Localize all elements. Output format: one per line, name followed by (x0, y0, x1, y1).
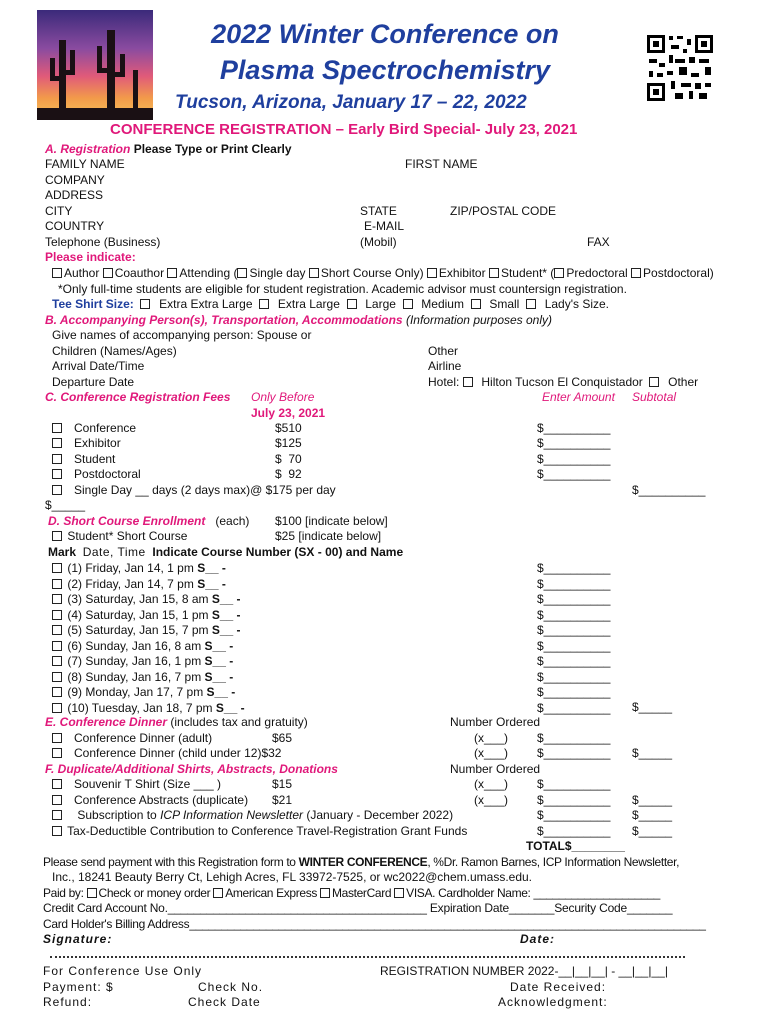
tee-medium-checkbox[interactable] (403, 299, 413, 309)
single-day-label: Single day (249, 266, 306, 280)
dinner-adult-price: $65 (272, 731, 293, 745)
donation-label: Tax-Deductible Contribution to Conference Travel-Registration Grant Funds (67, 824, 468, 838)
subscription-amount[interactable]: $__________ (537, 808, 611, 822)
subtitle: Tucson, Arizona, January 17 – 22, 2022 (175, 92, 527, 113)
single-day-checkbox[interactable] (237, 268, 247, 278)
cardholder-name-field[interactable]: Cardholder Name: ____________________ (438, 886, 660, 900)
course-row (52, 608, 241, 622)
section-a-instruction: Please Type or Print Clearly (133, 142, 292, 156)
course-amount[interactable]: $__________ (537, 607, 611, 622)
author-checkbox[interactable] (52, 268, 62, 278)
role-options (52, 266, 714, 280)
paid-by-row (43, 886, 660, 900)
student-short-course-price: $25 [indicate below] (275, 529, 382, 543)
number-ordered-f: Number Ordered (450, 762, 541, 776)
tee-xl-checkbox[interactable] (259, 299, 269, 309)
subscription-pre: Subscription to (77, 808, 157, 822)
accompanying-names[interactable]: Give names of accompanying person: Spouse or (52, 328, 312, 342)
student-short-course (52, 529, 187, 543)
first-name-field[interactable]: FIRST NAME (405, 157, 478, 171)
other-field[interactable]: Other (428, 344, 459, 358)
city-field[interactable]: CITY (45, 204, 73, 218)
airline-field[interactable]: Airline (428, 359, 462, 373)
tee-small-label: Small (489, 297, 520, 311)
fee-postdoctoral (52, 467, 141, 481)
dinner-adult-qty[interactable]: (x___) (474, 731, 509, 745)
attending-label: Attending ( (179, 266, 238, 280)
hotel-label: Hotel: (428, 375, 460, 389)
visa-label: VISA. (406, 886, 436, 900)
short-course-price: $100 [indicate below] (275, 514, 388, 528)
tee-lady-checkbox[interactable] (526, 299, 536, 309)
course-checkbox[interactable] (52, 610, 62, 620)
coauthor-label: Coauthor (114, 266, 165, 280)
date-label: Date: (520, 932, 556, 946)
total-field[interactable]: TOTAL$________ (526, 839, 625, 853)
course-number-field[interactable]: S__ - (211, 607, 241, 622)
fee-postdoctoral-label: Postdoctoral (74, 467, 141, 481)
fee-student-checkbox[interactable] (52, 454, 62, 464)
course-label: (10) Tuesday, Jan 18, 7 pm (67, 700, 213, 715)
course-checkbox[interactable] (52, 687, 62, 697)
course-label: (1) Friday, Jan 14, 1 pm (67, 561, 194, 575)
course-amount[interactable]: $__________ (537, 576, 611, 591)
course-columns-header (48, 545, 403, 559)
send-post: , %Dr. Ramon Barnes, ICP Information Newsletter, (427, 855, 680, 869)
telephone-field[interactable]: Telephone (Business) (45, 235, 161, 249)
fee-conference-price: $510 (275, 421, 302, 435)
hotel-other-checkbox[interactable] (649, 377, 659, 387)
section-e-note: (includes tax and gratuity) (170, 715, 308, 729)
office-payment: Payment: $ (43, 980, 114, 994)
course-row (52, 592, 241, 606)
course-amount[interactable]: $__________ (537, 700, 611, 715)
section-e-heading (45, 715, 308, 729)
section-b-title: B. Accompanying Person(s), Transportation, Accommodations (45, 313, 403, 327)
course-row (52, 623, 241, 637)
office-use-only: For Conference Use Only (43, 964, 203, 978)
course-row (52, 685, 235, 699)
dinner-adult-amount[interactable]: $__________ (537, 731, 611, 745)
souvenir-shirt (52, 777, 221, 791)
tee-xl-label: Extra Large (277, 297, 340, 311)
section-d-title: D. Short Course Enrollment (48, 514, 206, 528)
course-checkbox[interactable] (52, 563, 62, 573)
section-c-subtotal[interactable]: $__________ (632, 483, 706, 497)
course-number-field[interactable]: S__ - (206, 685, 236, 699)
country-field[interactable]: COUNTRY (45, 219, 105, 233)
mail-address: Inc., 18241 Beauty Berry Ct, Lehigh Acres, FL 33972-7525, or wc2022@chem.umass.edu. (52, 870, 533, 884)
course-label: (2) Friday, Jan 14, 7 pm (67, 576, 194, 591)
subtotal-header: Subtotal (632, 390, 677, 404)
course-amount[interactable]: $__________ (537, 623, 611, 637)
souvenir-shirt-amount[interactable]: $__________ (537, 777, 611, 791)
subscription-checkbox[interactable] (52, 810, 62, 820)
fee-conference-label: Conference (74, 421, 137, 435)
visa-checkbox[interactable] (394, 888, 404, 898)
check-label: Check or money order (98, 886, 211, 900)
dinner-child-label: Conference Dinner (child under 12) (74, 746, 262, 760)
fee-postdoctoral-price: $ 92 (275, 467, 302, 481)
attending-checkbox[interactable] (167, 268, 177, 278)
signature-dotted-line (50, 956, 685, 958)
number-ordered-e: Number Ordered (450, 715, 541, 729)
dinner-child-amount[interactable]: $__________ (537, 746, 611, 760)
course-number-field[interactable]: S__ - (204, 669, 234, 684)
registration-number[interactable]: REGISTRATION NUMBER 2022-__|__|__| - __|__|__| (380, 964, 668, 978)
section-d-each: (each) (215, 514, 250, 528)
send-pre: Please send payment with this Registration form to (43, 855, 296, 869)
only-before: Only Before (251, 390, 315, 404)
amex-label: American Express (225, 886, 318, 900)
check-checkbox[interactable] (87, 888, 97, 898)
donation (52, 824, 467, 838)
dinner-child-price: $32 (261, 746, 282, 760)
paid-by-label: Paid by: (43, 886, 84, 900)
indicate-course-label: Indicate Course Number (SX - 00) and Name (152, 545, 404, 559)
fee-exhibitor-checkbox[interactable] (52, 438, 62, 448)
postdoctoral-checkbox[interactable] (631, 268, 641, 278)
tee-xxl-label: Extra Extra Large (159, 297, 253, 311)
tee-large-checkbox[interactable] (347, 299, 357, 309)
hilton-checkbox[interactable] (463, 377, 473, 387)
course-label: (8) Sunday, Jan 16, 7 pm (67, 669, 202, 684)
signature-label: Signature: (43, 932, 113, 946)
dinner-adult-checkbox[interactable] (52, 733, 62, 743)
qr-code (645, 33, 715, 103)
course-amount[interactable]: $__________ (537, 654, 611, 668)
deadline-date: July 23, 2021 (251, 406, 326, 420)
student-short-course-label: Student* Short Course (67, 529, 188, 543)
tee-shirt-label: Tee Shirt Size: (52, 297, 134, 311)
amex-checkbox[interactable] (213, 888, 223, 898)
fee-student-price: $ 70 (275, 452, 302, 466)
hilton-label: Hilton Tucson El Conquistador (481, 375, 643, 389)
fee-single-day-checkbox[interactable] (52, 485, 62, 495)
exhibitor-label: Exhibitor (438, 266, 486, 280)
tee-medium-label: Medium (421, 297, 464, 311)
course-number-field[interactable]: S__ - (211, 623, 241, 637)
course-amount[interactable]: $__________ (537, 592, 611, 606)
date-time-label: Date, Time (82, 545, 146, 559)
enter-amount-header: Enter Amount (542, 390, 615, 404)
course-label: (7) Sunday, Jan 16, 1 pm (67, 654, 202, 668)
tee-lady-label: Lady's Size. (544, 297, 610, 311)
departure-field[interactable]: Departure Date (52, 375, 135, 389)
course-number-field[interactable]: S__ - (204, 638, 234, 653)
student-label: Student* ( (500, 266, 555, 280)
abstracts-price: $21 (272, 793, 293, 807)
course-label: (6) Sunday, Jan 16, 8 am (67, 638, 202, 653)
predoctoral-checkbox[interactable] (554, 268, 564, 278)
hotel-other-label: Other (668, 375, 699, 389)
fee-single-day (52, 483, 336, 497)
subscription-title: ICP Information Newsletter (160, 808, 304, 822)
fee-conference-amount[interactable]: $__________ (537, 421, 611, 435)
section-d-heading (48, 514, 249, 528)
hotel-row (428, 375, 698, 389)
card-account-field[interactable]: Credit Card Account No.________________________________________ Expiration Date_______Security Code_______ (43, 901, 673, 915)
course-amount[interactable]: $__________ (537, 638, 611, 653)
registration-heading: CONFERENCE REGISTRATION – Early Bird Special- July 23, 2021 (110, 121, 578, 138)
short-course-only-label: Short Course Only) (320, 266, 424, 280)
abstracts-qty[interactable]: (x___) (474, 793, 509, 807)
course-row (52, 639, 233, 653)
course-checkbox[interactable] (52, 579, 62, 589)
fee-exhibitor-label: Exhibitor (74, 436, 121, 450)
course-row (52, 701, 245, 715)
section-c-heading: C. Conference Registration Fees (45, 390, 231, 404)
postdoctoral-label: Postdoctoral) (643, 266, 714, 280)
course-label: (4) Saturday, Jan 15, 1 pm (67, 607, 209, 622)
mark-label: Mark (48, 545, 77, 559)
fee-exhibitor-amount[interactable]: $__________ (537, 436, 611, 450)
fee-student (52, 452, 115, 466)
short-course-only-checkbox[interactable] (309, 268, 319, 278)
fax-field[interactable]: FAX (587, 235, 610, 249)
abstracts-amount[interactable]: $__________ (537, 793, 611, 807)
mobil-field[interactable]: (Mobil) (360, 235, 397, 249)
section-e-title: E. Conference Dinner (45, 715, 168, 729)
student-checkbox[interactable] (489, 268, 499, 278)
office-date-received: Date Received: (510, 980, 607, 994)
course-amount[interactable]: $__________ (537, 669, 611, 684)
course-number-field[interactable]: S__ - (197, 576, 226, 591)
subscription-subtotal[interactable]: $_____ (632, 808, 673, 822)
section-f-heading: F. Duplicate/Additional Shirts, Abstracts, Donations (45, 762, 338, 776)
souvenir-shirt-label: Souvenir T Shirt (Size ___ ) (74, 777, 221, 791)
fee-exhibitor (52, 436, 121, 450)
fee-exhibitor-price: $125 (275, 436, 302, 450)
send-bold: WINTER CONFERENCE (298, 855, 428, 869)
fee-postdoctoral-checkbox[interactable] (52, 469, 62, 479)
fee-single-day-label: Single Day __ days (2 days max)@ $175 per day (74, 483, 336, 497)
office-refund: Refund: (43, 995, 93, 1009)
section-a-title: A. Registration (45, 142, 131, 156)
abstracts-label: Conference Abstracts (duplicate) (74, 793, 249, 807)
course-checkbox[interactable] (52, 656, 62, 666)
dinner-adult-label: Conference Dinner (adult) (74, 731, 213, 745)
course-checkbox[interactable] (52, 625, 62, 635)
course-row (52, 670, 233, 684)
section-c-dollar-blank[interactable]: $_____ (45, 498, 86, 512)
tee-small-checkbox[interactable] (471, 299, 481, 309)
course-number-field[interactable]: S__ - (204, 654, 234, 668)
office-acknowledgment: Acknowledgment: (498, 995, 608, 1009)
subscription-post: (January - December 2022) (306, 808, 454, 822)
course-number-field[interactable]: S__ - (215, 700, 245, 715)
section-b-heading (45, 313, 552, 327)
coauthor-checkbox[interactable] (103, 268, 113, 278)
course-row (52, 654, 233, 668)
subscription (52, 808, 453, 822)
course-label: (9) Monday, Jan 17, 7 pm (67, 685, 204, 699)
mastercard-checkbox[interactable] (320, 888, 330, 898)
donation-amount[interactable]: $__________ (537, 824, 611, 838)
abstracts-subtotal[interactable]: $_____ (632, 793, 673, 807)
course-number-field[interactable]: S__ - (197, 561, 226, 575)
course-label: (3) Saturday, Jan 15, 8 am (67, 592, 209, 606)
souvenir-shirt-price: $15 (272, 777, 293, 791)
send-payment (43, 855, 679, 869)
children-field[interactable]: Children (Names/Ages) (52, 344, 177, 358)
author-label: Author (64, 266, 100, 280)
course-label: (5) Saturday, Jan 15, 7 pm (67, 623, 209, 637)
zip-field[interactable]: ZIP/POSTAL CODE (450, 204, 557, 218)
email-field[interactable]: E-MAIL (364, 219, 405, 233)
dinner-child-checkbox[interactable] (52, 748, 62, 758)
family-name-field[interactable]: FAMILY NAME (45, 157, 125, 171)
fee-conference (52, 421, 136, 435)
billing-address-field[interactable]: Card Holder's Billing Address_________________________________________________________________________________ (43, 917, 706, 931)
section-b-note: (Information purposes only) (405, 313, 553, 327)
please-indicate: Please indicate: (45, 250, 136, 264)
donation-checkbox[interactable] (52, 826, 62, 836)
souvenir-shirt-qty[interactable]: (x___) (474, 777, 509, 791)
donation-subtotal[interactable]: $_____ (632, 824, 673, 838)
office-check-no: Check No. (198, 980, 264, 994)
mastercard-label: MasterCard (332, 886, 392, 900)
section-e-subtotal[interactable]: $_____ (632, 746, 673, 760)
dinner-child (52, 746, 281, 760)
fee-postdoctoral-amount[interactable]: $__________ (537, 467, 611, 481)
course-amount[interactable]: $__________ (537, 561, 611, 575)
fee-student-amount[interactable]: $__________ (537, 452, 611, 466)
tee-xxl-checkbox[interactable] (140, 299, 150, 309)
course-number-field[interactable]: S__ - (211, 592, 241, 606)
dinner-child-qty[interactable]: (x___) (474, 746, 509, 760)
office-check-date: Check Date (188, 995, 261, 1009)
title-line-1: 2022 Winter Conference on (211, 19, 559, 49)
title-line-2: Plasma Spectrochemistry (219, 55, 551, 85)
section-a-heading (45, 142, 292, 156)
section-d-subtotal[interactable]: $_____ (632, 700, 673, 714)
abstracts (52, 793, 248, 807)
exhibitor-checkbox[interactable] (427, 268, 437, 278)
company-field[interactable]: COMPANY (45, 173, 105, 187)
student-short-course-checkbox[interactable] (52, 531, 62, 541)
course-row (52, 577, 226, 591)
course-checkbox[interactable] (52, 703, 62, 713)
course-row (52, 561, 226, 575)
state-field[interactable]: STATE (360, 204, 397, 218)
saguaro-sunset-image (37, 10, 153, 120)
course-checkbox[interactable] (52, 672, 62, 682)
fee-conference-checkbox[interactable] (52, 423, 62, 433)
student-note: *Only full-time students are eligible for student registration. Academic advisor must countersign registration. (58, 282, 627, 296)
tee-shirt-row (52, 297, 609, 311)
predoctoral-label: Predoctoral (566, 266, 628, 280)
abstracts-checkbox[interactable] (52, 795, 62, 805)
dinner-adult (52, 731, 212, 745)
souvenir-shirt-checkbox[interactable] (52, 779, 62, 789)
course-checkbox[interactable] (52, 594, 62, 604)
fee-student-label: Student (74, 452, 116, 466)
arrival-field[interactable]: Arrival Date/Time (52, 359, 145, 373)
course-amount[interactable]: $__________ (537, 685, 611, 699)
address-field[interactable]: ADDRESS (45, 188, 104, 202)
course-checkbox[interactable] (52, 641, 62, 651)
tee-large-label: Large (365, 297, 396, 311)
